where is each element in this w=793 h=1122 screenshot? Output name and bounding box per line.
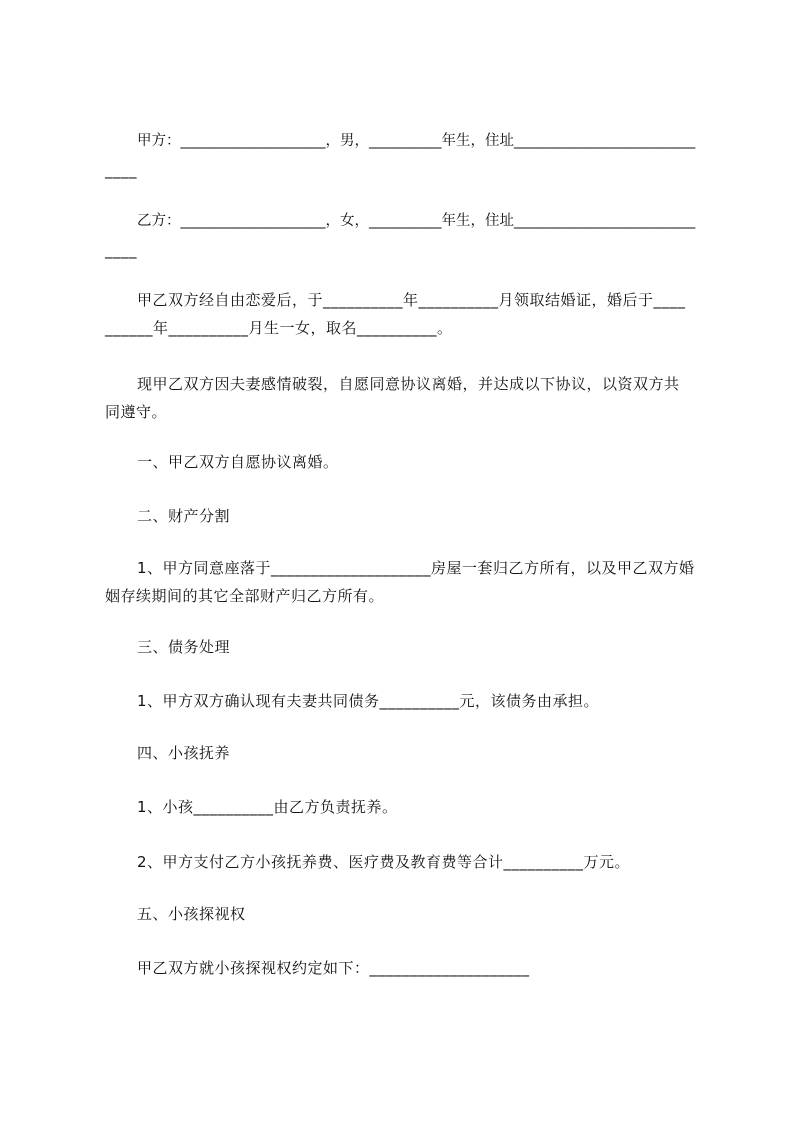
party-a-line-cont: ____	[105, 161, 137, 179]
section-3-heading: 三、债务处理	[137, 638, 231, 656]
party-b-line: 乙方：____________________，女，__________年生，住址_________________________	[137, 213, 696, 229]
section-2-heading: 二、财产分割	[137, 507, 231, 525]
debt-clause: 1、甲方双方确认现有夫妻共同债务__________元，该债务由承担。	[137, 692, 600, 710]
section-1-heading: 一、甲乙双方自愿协议离婚。	[137, 453, 339, 471]
marriage-paragraph-cont: ______年__________月生一女，取名__________。	[105, 319, 453, 337]
intro-paragraph-cont: 同遵守。	[105, 403, 168, 421]
section-5-heading: 五、小孩探视权	[137, 905, 246, 923]
party-a-line: 甲方：____________________，男，__________年生，住址_________________________	[137, 133, 696, 149]
custody-clause: 1、小孩__________由乙方负责抚养。	[137, 798, 398, 816]
property-clause-cont: 姻存续期间的其它全部财产归乙方所有。	[105, 587, 385, 605]
support-clause: 2、甲方支付乙方小孩抚养费、医疗费及教育费等合计__________万元。	[137, 853, 631, 871]
intro-paragraph: 现甲乙双方因夫妻感情破裂，自愿同意协议离婚，并达成以下协议，以资双方共	[137, 375, 680, 393]
visitation-clause: 甲乙双方就小孩探视权约定如下：____________________	[137, 959, 530, 977]
section-4-heading: 四、小孩抚养	[137, 744, 231, 762]
marriage-paragraph: 甲乙双方经自由恋爱后，于__________年__________月领取结婚证，婚后于____	[137, 291, 686, 309]
property-clause: 1、甲方同意座落于____________________房屋一套归乙方所有，以及甲乙双方婚	[137, 559, 695, 577]
party-b-line-cont: ____	[105, 241, 137, 259]
